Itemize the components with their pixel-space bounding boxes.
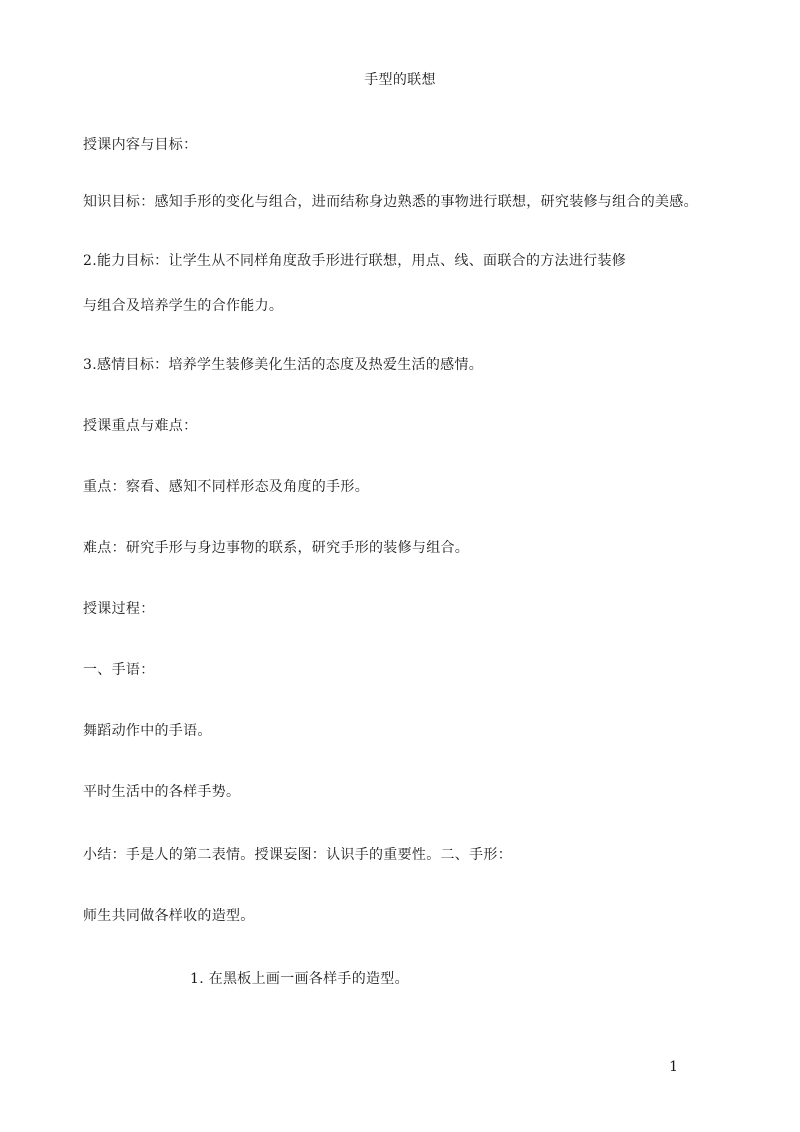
paragraph-summary: 小结：手是人的第二表情。授课妄图：认识手的重要性。二、手形： [83,847,512,863]
paragraph-knowledge-goal: 知识目标：感知手形的变化与组合，进而结称身边熟悉的事物进行联想，研究装修与组合的美感。 [83,194,698,210]
section-heading-key-points: 授课重点与难点： [83,418,198,434]
paragraph-hand-shapes: 师生共同做各样收的造型。 [83,908,255,924]
section-heading-content-goals: 授课内容与目标： [83,137,198,153]
document-title: 手型的联想 [364,72,436,88]
paragraph-dance-sign-language: 舞蹈动作中的手语。 [83,723,212,739]
paragraph-emotion-goal: 3.感情目标：培养学生装修美化生活的态度及热爱生活的感情。 [83,357,484,373]
section-heading-sign-language: 一、手语： [83,662,155,678]
paragraph-ability-goal-continued: 与组合及培养学生的合作能力。 [83,298,284,314]
paragraph-daily-gestures: 平时生活中的各样手势。 [83,784,241,800]
paragraph-ability-goal: 2.能力目标：让学生从不同样角度敌手形进行联想，用点、线、面联合的方法进行装修 [83,253,627,269]
section-heading-process: 授课过程： [83,601,155,617]
paragraph-difficult-point: 难点：研究手形与身边事物的联系，研究手形的装修与组合。 [83,540,470,556]
page-number: 1 [669,1059,678,1075]
paragraph-key-point: 重点：察看、感知不同样形态及角度的手形。 [83,479,369,495]
list-item-draw-hands: 1. 在黑板上画一画各样手的造型。 [190,971,409,987]
